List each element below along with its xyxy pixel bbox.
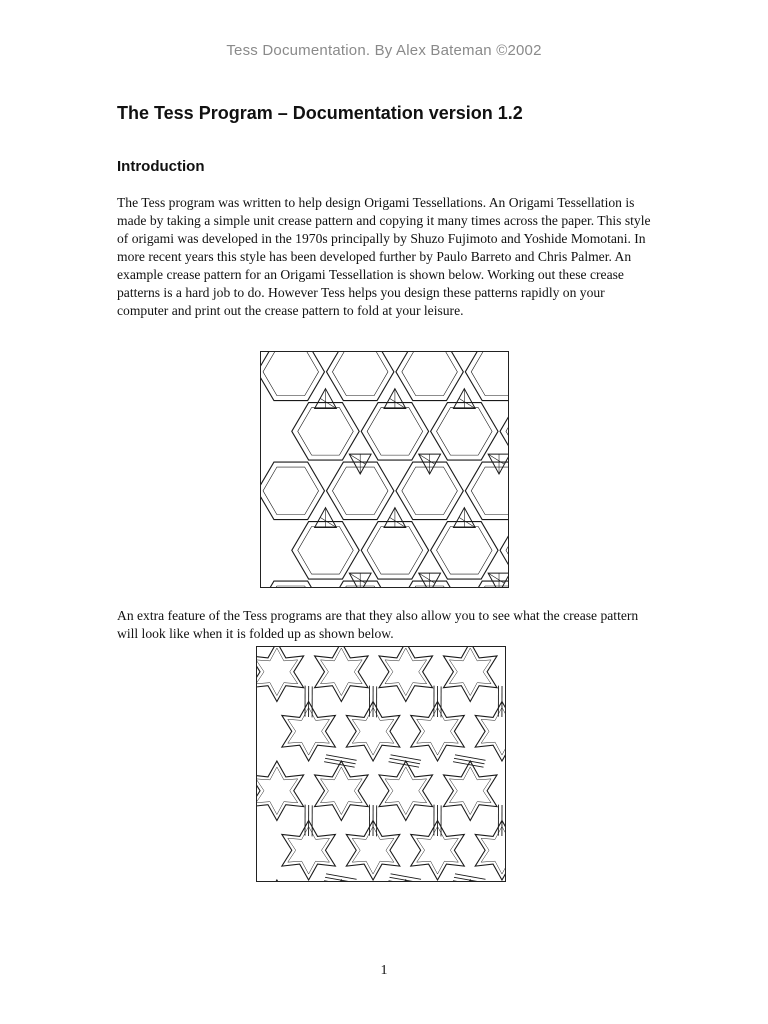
crease-triangle (384, 508, 406, 528)
crease-triangle (488, 573, 508, 587)
crease-hex-cell (500, 522, 508, 580)
folded-pattern-figure (256, 646, 506, 882)
crease-hex-cell (431, 522, 498, 580)
crease-hex-cell (326, 352, 393, 401)
crease-hex-cell (292, 403, 359, 461)
crease-hex-cell (396, 352, 463, 401)
crease-hex-cell (465, 352, 508, 401)
folded-pleat (450, 742, 488, 780)
folded-star-cell (443, 761, 497, 820)
folded-star-cell (475, 821, 505, 880)
crease-pattern-figure (260, 351, 509, 588)
page-number: 1 (380, 963, 388, 978)
folded-star-cell (257, 880, 304, 881)
folded-star-cell (443, 880, 497, 881)
extra-feature-paragraph: An extra feature of the Tess programs are that they also allow you to see what the crease pattern will look like when it is folded up as shown below. (117, 608, 639, 641)
folded-pattern-graphic (257, 647, 505, 881)
crease-triangle (315, 389, 337, 409)
crease-pattern-graphic (261, 352, 508, 587)
crease-hex-cell (465, 581, 508, 587)
folded-star-cell (443, 647, 497, 702)
folded-star-cell (315, 880, 369, 881)
crease-hex-cell (261, 352, 325, 401)
crease-triangle (349, 454, 371, 474)
crease-triangle (419, 573, 441, 587)
folded-star-cell (257, 761, 304, 820)
folded-star-cell (315, 647, 369, 702)
folded-pleat (386, 861, 424, 881)
crease-triangle (453, 508, 475, 528)
crease-hex-cell (465, 462, 508, 520)
folded-pleat (322, 742, 360, 780)
crease-triangle (488, 454, 508, 474)
folded-star-cell (379, 880, 433, 881)
crease-hex-cell (361, 522, 428, 580)
intro-paragraph: The Tess program was written to help design Origami Tessellations. An Origami Tessellation is made by taking a simple unit crease pattern and copying it many times across the paper. This style of origami was developed in the 1970s principally by Shuzo Fujimoto and Yoshide Momotani. In more recent years this style has been developed further by Paulo Barreto and Chris Palmer. An example crease pattern for an Origami Tessellation is shown below. Working out these crease patterns is a hard job to do. However Tess helps you design these patterns rapidly on your computer and print out the crease pattern to fold at your leisure. (117, 195, 651, 318)
crease-triangle (419, 454, 441, 474)
section-heading-introduction: Introduction (117, 158, 205, 175)
folded-pleat (322, 861, 360, 881)
crease-hex-cell (361, 403, 428, 461)
folded-star-cell (379, 761, 433, 820)
crease-triangle (384, 389, 406, 409)
crease-triangle (453, 389, 475, 409)
document-title: The Tess Program – Documentation version 1.2 (117, 103, 523, 123)
crease-hex-cell (261, 581, 325, 587)
crease-hex-cell (292, 522, 359, 580)
folded-pleat (450, 861, 488, 881)
crease-triangle (315, 508, 337, 528)
folded-star-cell (475, 702, 505, 761)
folded-star-cell (257, 647, 304, 702)
crease-hex-cell (500, 403, 508, 461)
crease-hex-cell (431, 403, 498, 461)
crease-triangle (349, 573, 371, 587)
crease-hex-cell (261, 462, 325, 520)
folded-star-cell (315, 761, 369, 820)
folded-pleat (386, 742, 424, 780)
folded-star-cell (379, 647, 433, 702)
running-header: Tess Documentation. By Alex Bateman ©2002 (226, 42, 542, 59)
